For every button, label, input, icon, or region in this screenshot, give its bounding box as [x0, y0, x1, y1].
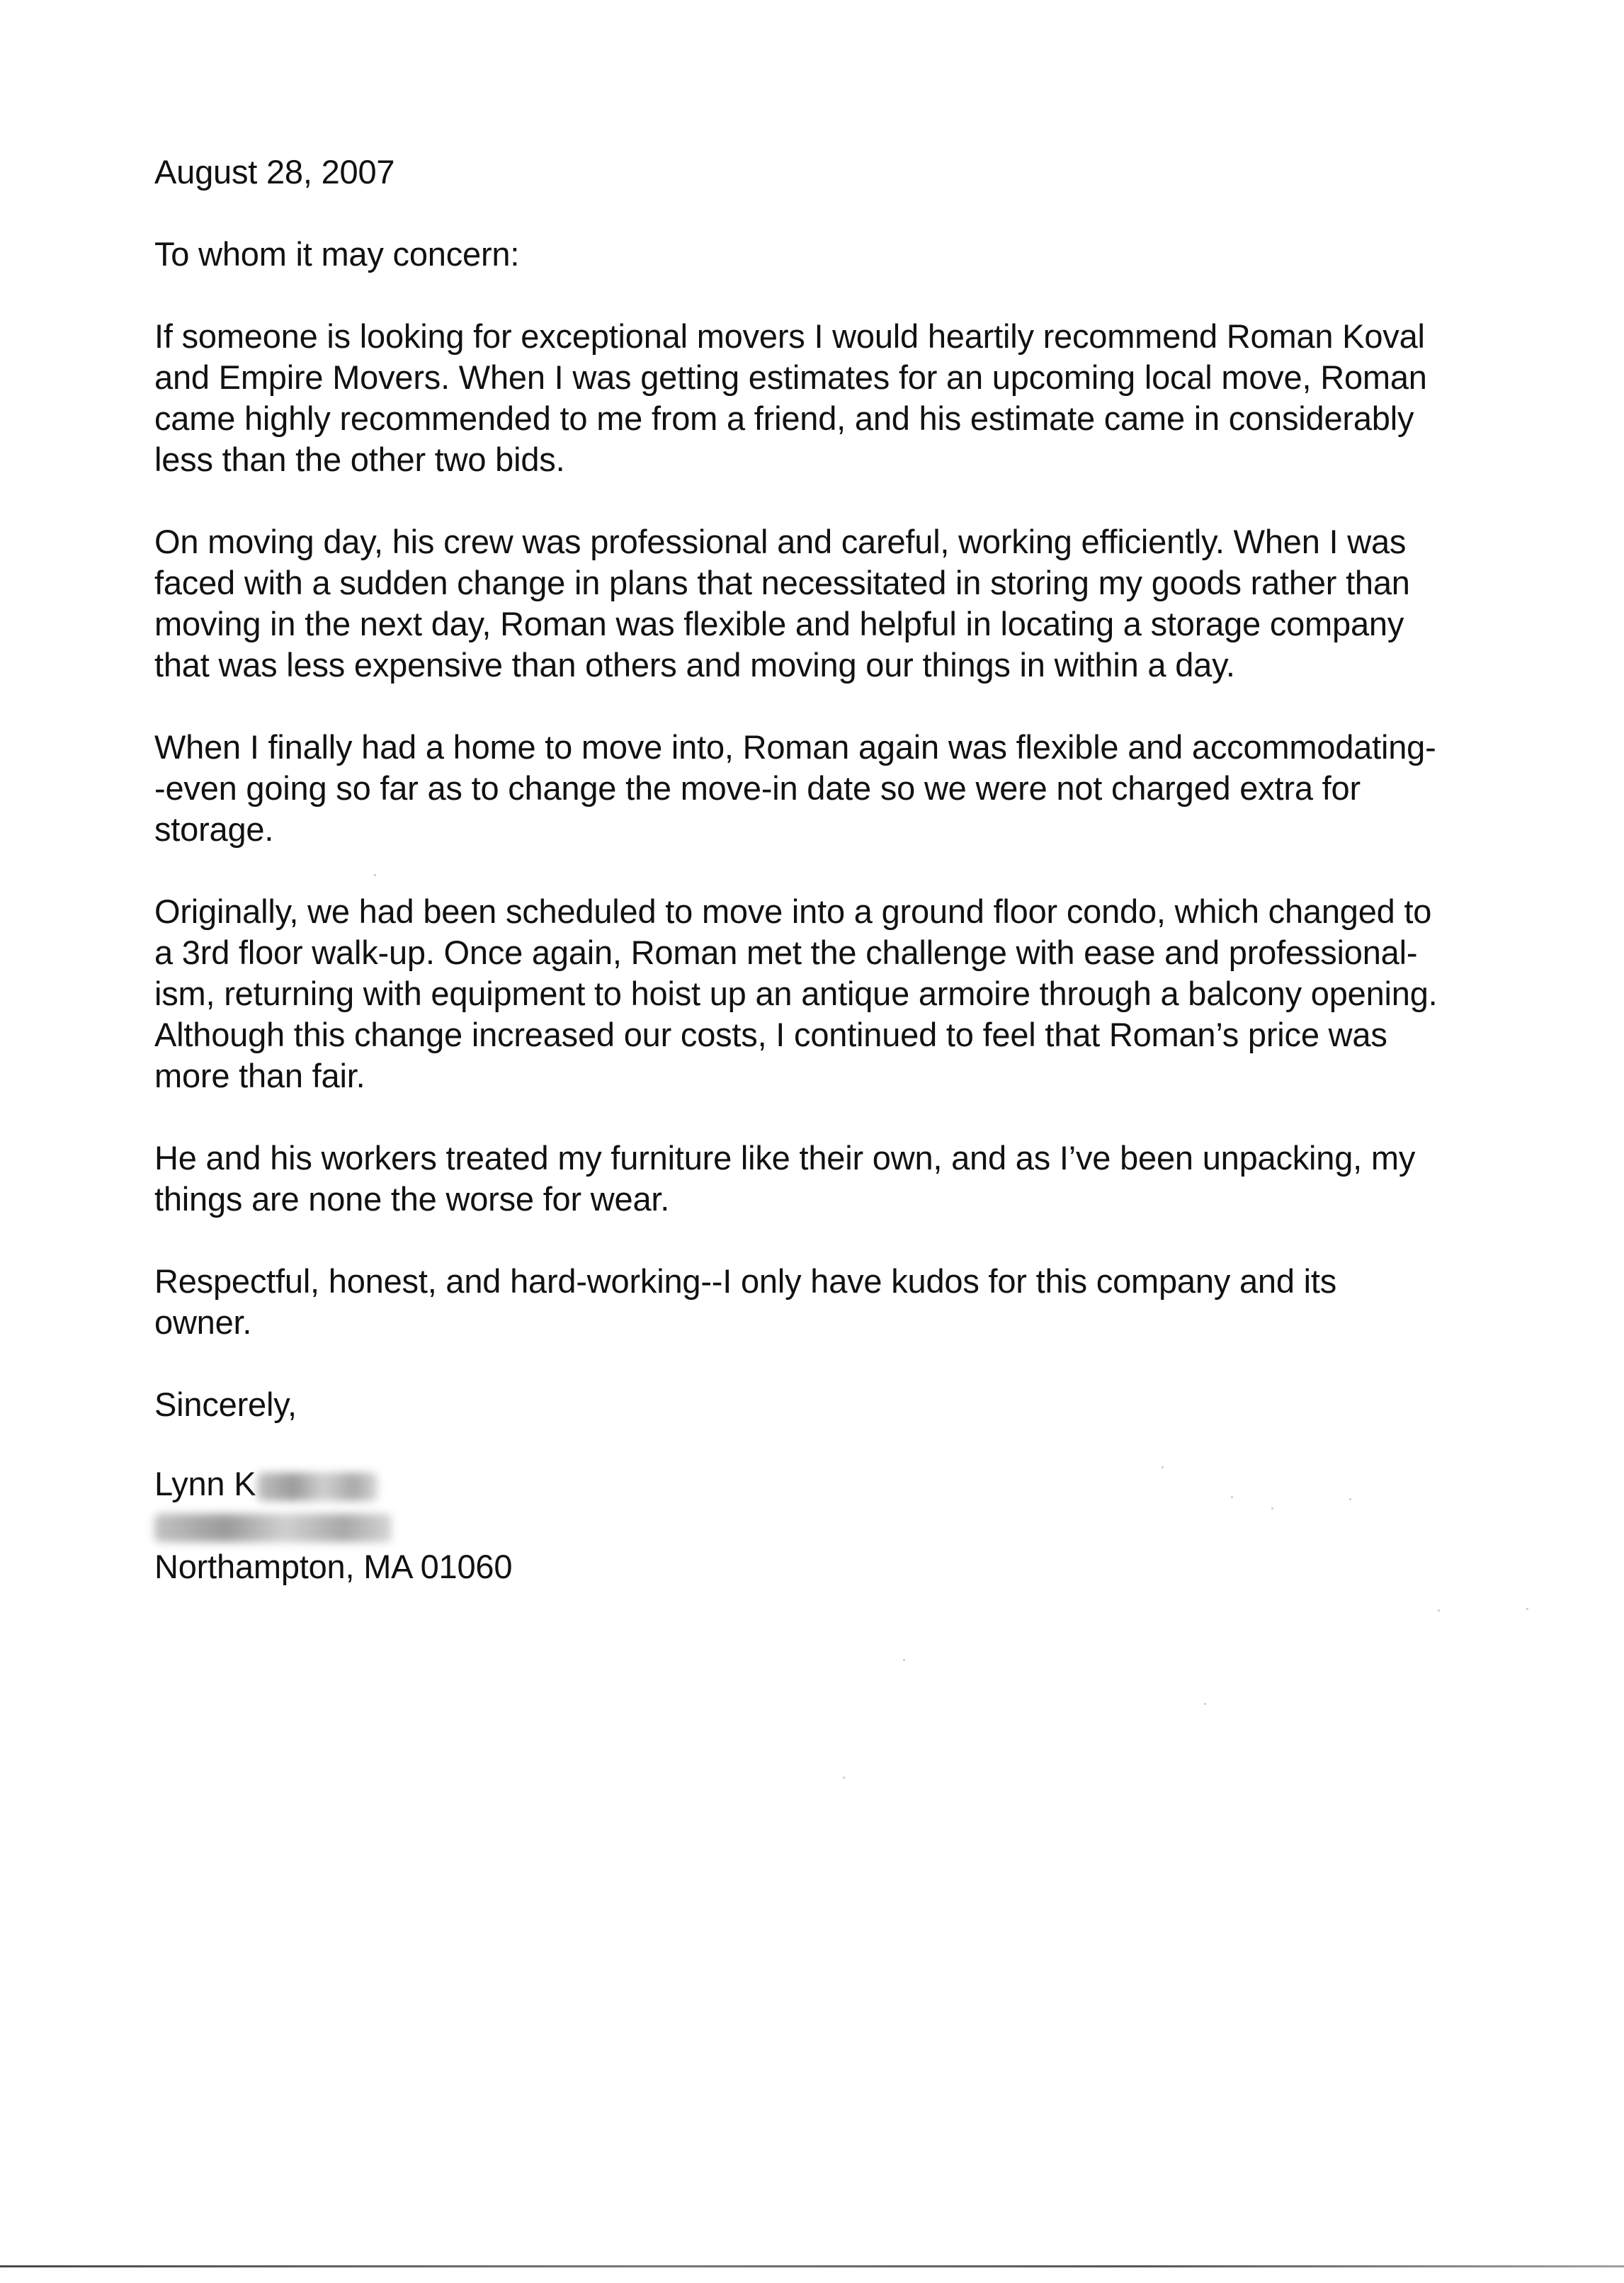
- scan-speck: [1526, 1608, 1528, 1610]
- paragraph-4: [154, 891, 1543, 1097]
- paragraph-line: things are none the worse for wear.: [154, 1180, 670, 1218]
- scan-speck: [903, 1659, 905, 1661]
- paragraph-line: On moving day, his crew was professional and careful, working efficiently. When I was: [154, 523, 1407, 560]
- signer-name-line: [154, 1463, 1543, 1505]
- paragraph-6: [154, 1261, 1543, 1343]
- letter-salutation: To whom it may concern:: [154, 235, 520, 273]
- scan-speck: [1438, 1609, 1440, 1611]
- page-bottom-edge: [0, 2265, 1624, 2267]
- signer-name: Lynn K: [154, 1465, 256, 1502]
- paragraph-line: moving in the next day, Roman was flexible and helpful in locating a storage company: [154, 605, 1404, 642]
- paragraph-line: less than the other two bids.: [154, 441, 565, 478]
- paragraph-line: If someone is looking for exceptional movers I would heartily recommend Roman Koval: [154, 317, 1425, 355]
- paragraph-line: more than fair.: [154, 1057, 365, 1094]
- paragraph-line: When I finally had a home to move into, Roman again was flexible and accommodating-: [154, 728, 1436, 766]
- letter-body: [154, 152, 1543, 1587]
- scan-speck: [1349, 1498, 1351, 1500]
- redacted-street-address: [154, 1514, 392, 1542]
- paragraph-line: He and his workers treated my furniture like their own, and as I’ve been unpacking, my: [154, 1139, 1416, 1177]
- scan-speck: [374, 874, 376, 876]
- scan-speck: [1271, 1507, 1273, 1509]
- paragraph-line: ism, returning with equipment to hoist up an antique armoire through a balcony opening.: [154, 975, 1438, 1012]
- scan-speck: [1162, 1466, 1164, 1468]
- signature-block: [154, 1463, 1543, 1587]
- paragraph-line: Originally, we had been scheduled to move into a ground floor condo, which changed to: [154, 893, 1432, 930]
- paragraph-line: and Empire Movers. When I was getting estimates for an upcoming local move, Roman: [154, 358, 1427, 396]
- paragraph-line: Respectful, honest, and hard-working--I only have kudos for this company and its: [154, 1262, 1337, 1300]
- paragraph-1: [154, 316, 1543, 480]
- paragraph-2: [154, 521, 1543, 686]
- paragraph-line: that was less expensive than others and moving our things in within a day.: [154, 646, 1235, 684]
- scan-speck: [1204, 1703, 1206, 1705]
- paragraph-5: [154, 1138, 1543, 1220]
- paragraph-3: [154, 727, 1543, 850]
- scan-speck: [843, 1777, 845, 1779]
- city-state-zip: Northampton, MA 01060: [154, 1547, 513, 1585]
- paragraph-line: faced with a sudden change in plans that necessitated in storing my goods rather than: [154, 564, 1410, 601]
- street-address-line: [154, 1505, 1543, 1546]
- paragraph-line: owner.: [154, 1303, 252, 1341]
- paragraph-line: came highly recommended to me from a friend, and his estimate came in considerably: [154, 400, 1414, 437]
- paragraph-line: storage.: [154, 810, 274, 848]
- scan-speck: [1231, 1496, 1233, 1498]
- paragraph-line: a 3rd floor walk-up. Once again, Roman met the challenge with ease and professional-: [154, 934, 1418, 971]
- paragraph-line: -even going so far as to change the move-in date so we were not charged extra for: [154, 769, 1361, 807]
- paragraph-line: Although this change increased our costs, I continued to feel that Roman’s price was: [154, 1016, 1387, 1053]
- letter-closing: Sincerely,: [154, 1386, 297, 1423]
- letter-date: August 28, 2007: [154, 153, 395, 191]
- redacted-surname: [257, 1473, 377, 1501]
